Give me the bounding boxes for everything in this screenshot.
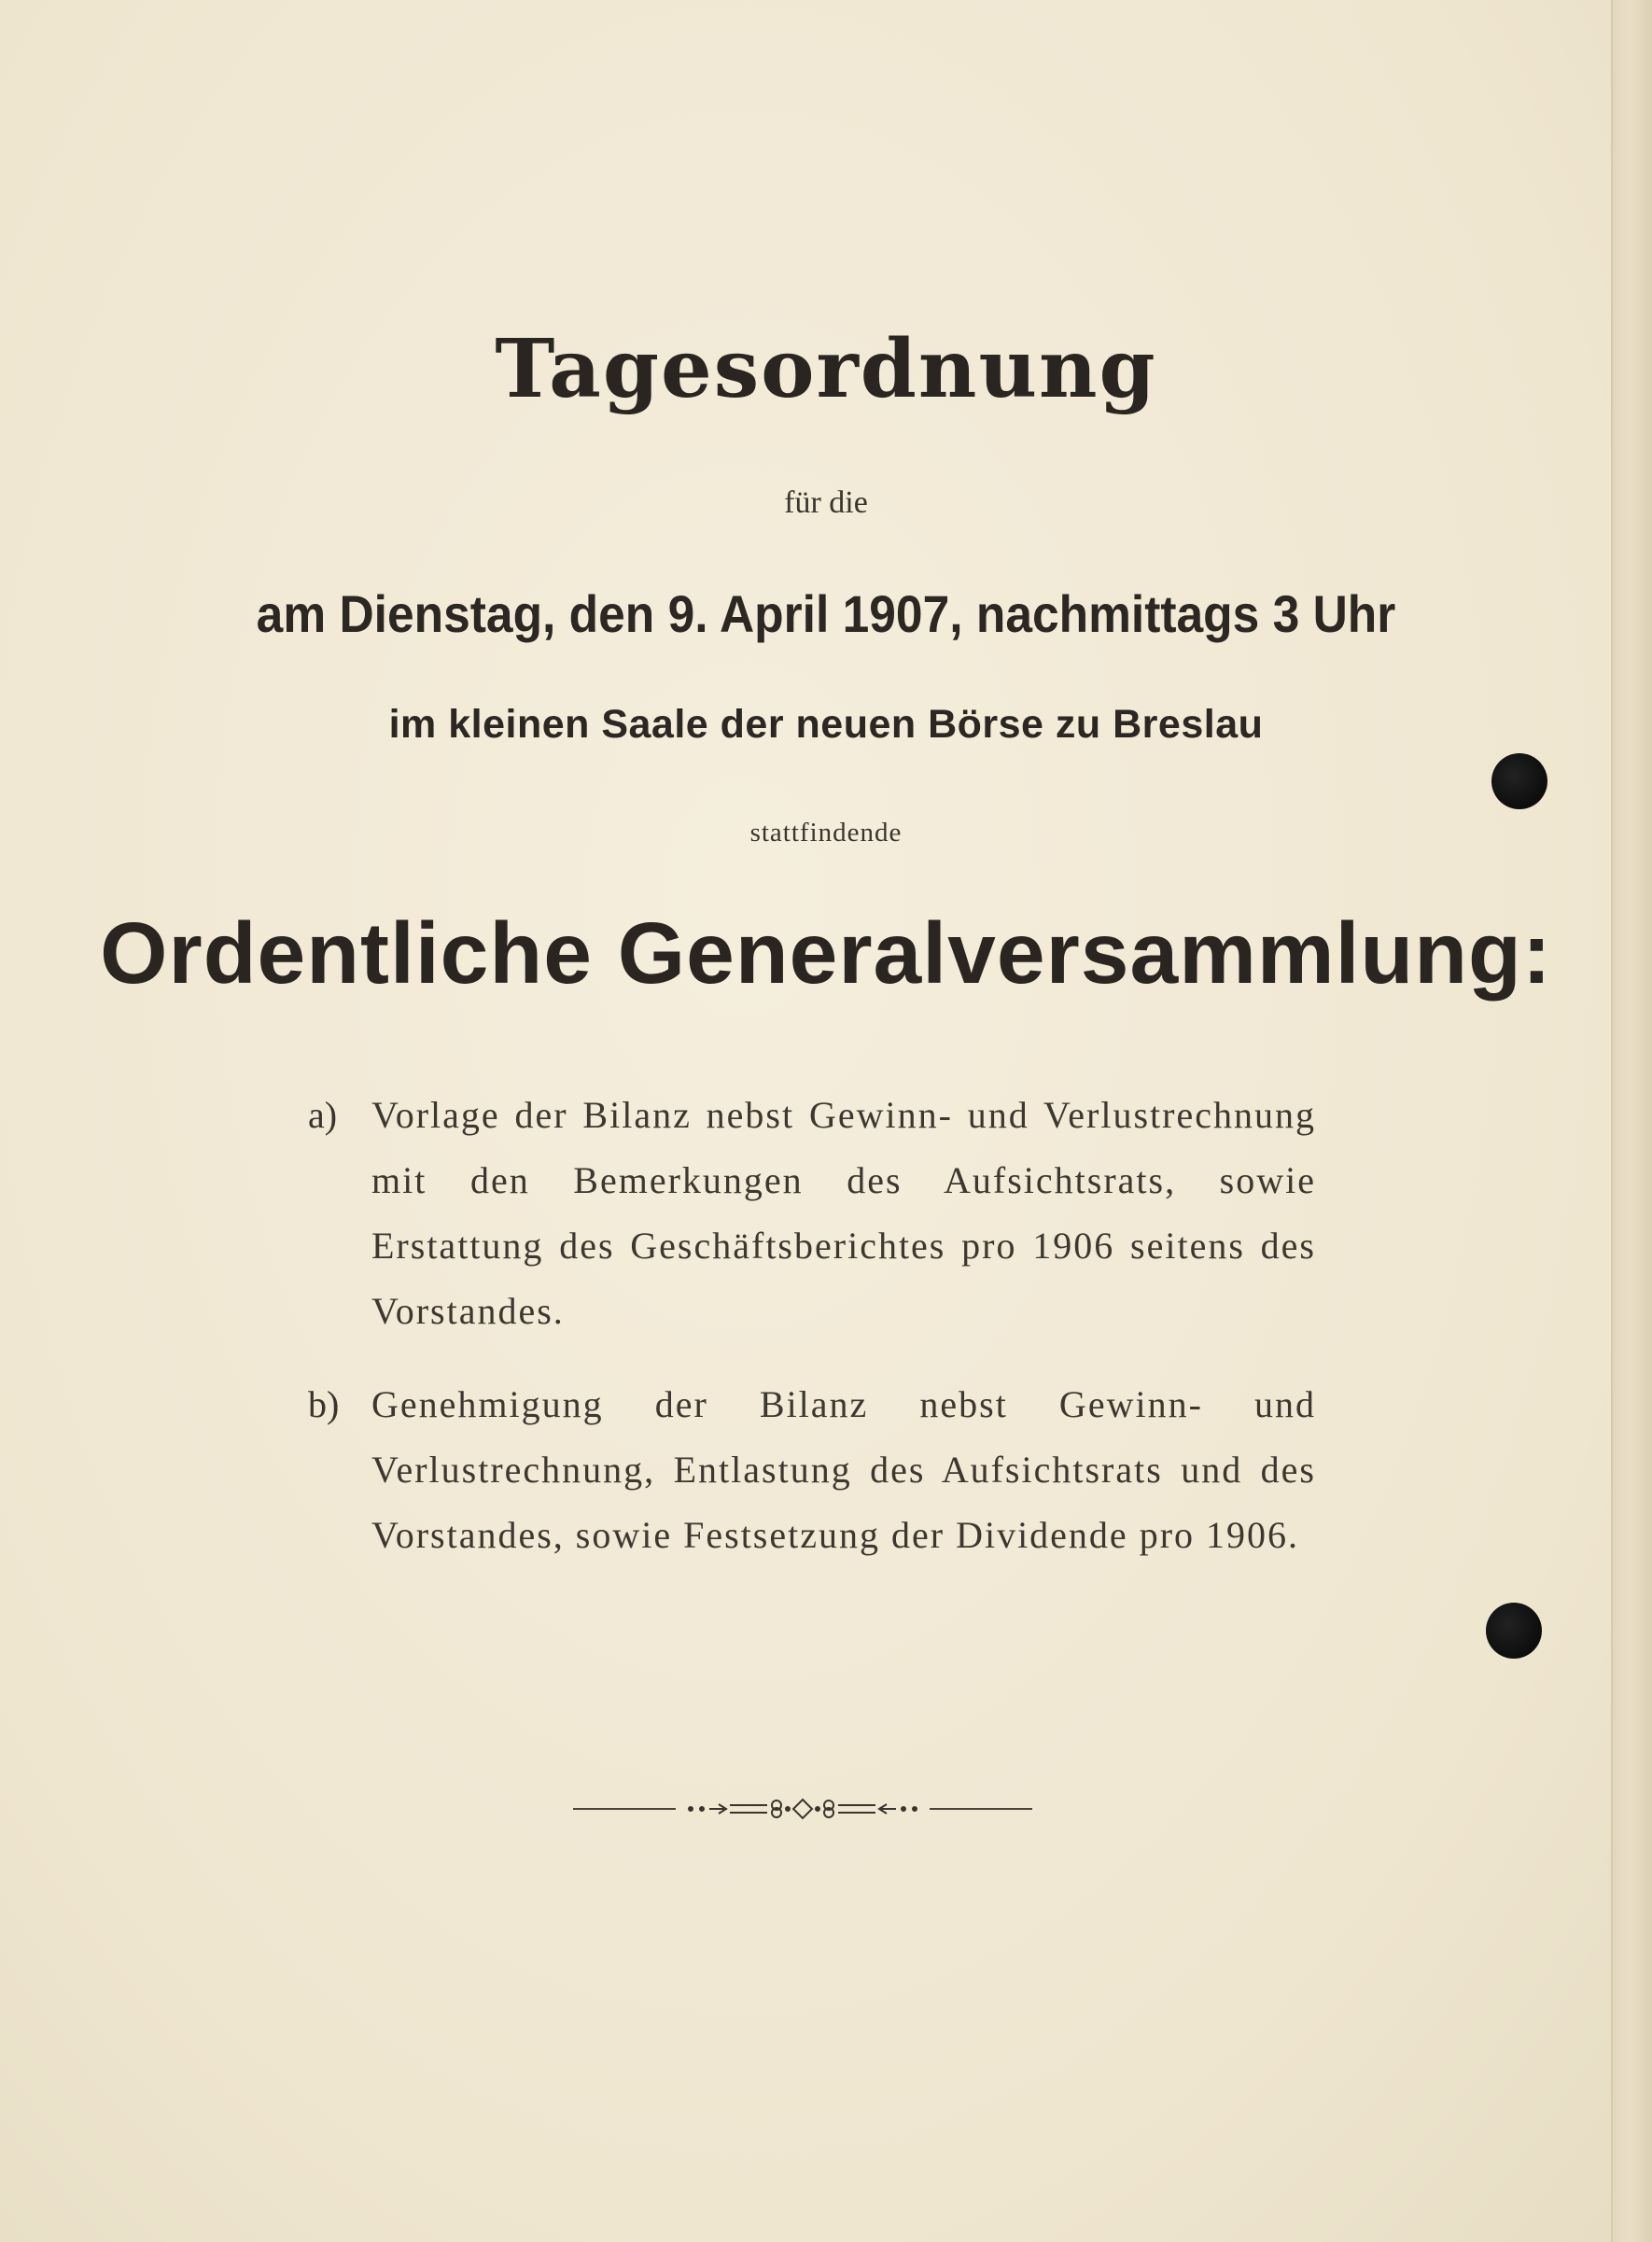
agenda-item-b	[308, 1372, 1316, 1568]
item-marker: b)	[308, 1383, 340, 1425]
ornament-rule-left	[573, 1808, 676, 1810]
item-text: Vorlage der Bilanz nebst Gewinn- und Verlustrechnung mit den Bemerkungen des Aufsichtsrats, sowie Erstattung des Geschäftsberichtes pro 1906 seitens des Vorstandes.	[371, 1094, 1316, 1332]
item-marker: a)	[308, 1094, 338, 1136]
item-text: Genehmigung der Bilanz nebst Gewinn- und Verlustrechnung, Entlastung des Aufsichtsrats und des Vorstandes, sowie Festsetzung der Dividende pro 1906.	[371, 1383, 1316, 1556]
ornament-flourish-icon	[681, 1795, 924, 1823]
agenda-list	[308, 1083, 1316, 1596]
vine-ornament-icon	[569, 1790, 1036, 1828]
ornament-rule-right	[930, 1808, 1032, 1810]
connector-word: stattfindende	[749, 818, 903, 848]
agenda-item-a	[308, 1083, 1316, 1344]
punch-hole-icon	[1491, 753, 1547, 809]
venue-line: im kleinen Saale der neuen Börse zu Breslau	[388, 702, 1264, 747]
date-line: am Dienstag, den 9. April 1907, nachmittags 3 Uhr	[256, 584, 1396, 643]
document-title: Tagesordnung	[495, 322, 1157, 416]
section-heading: Ordentliche Generalversammlung:	[100, 904, 1552, 1002]
subtitle: für die	[784, 485, 868, 520]
punch-hole-icon	[1486, 1603, 1542, 1659]
